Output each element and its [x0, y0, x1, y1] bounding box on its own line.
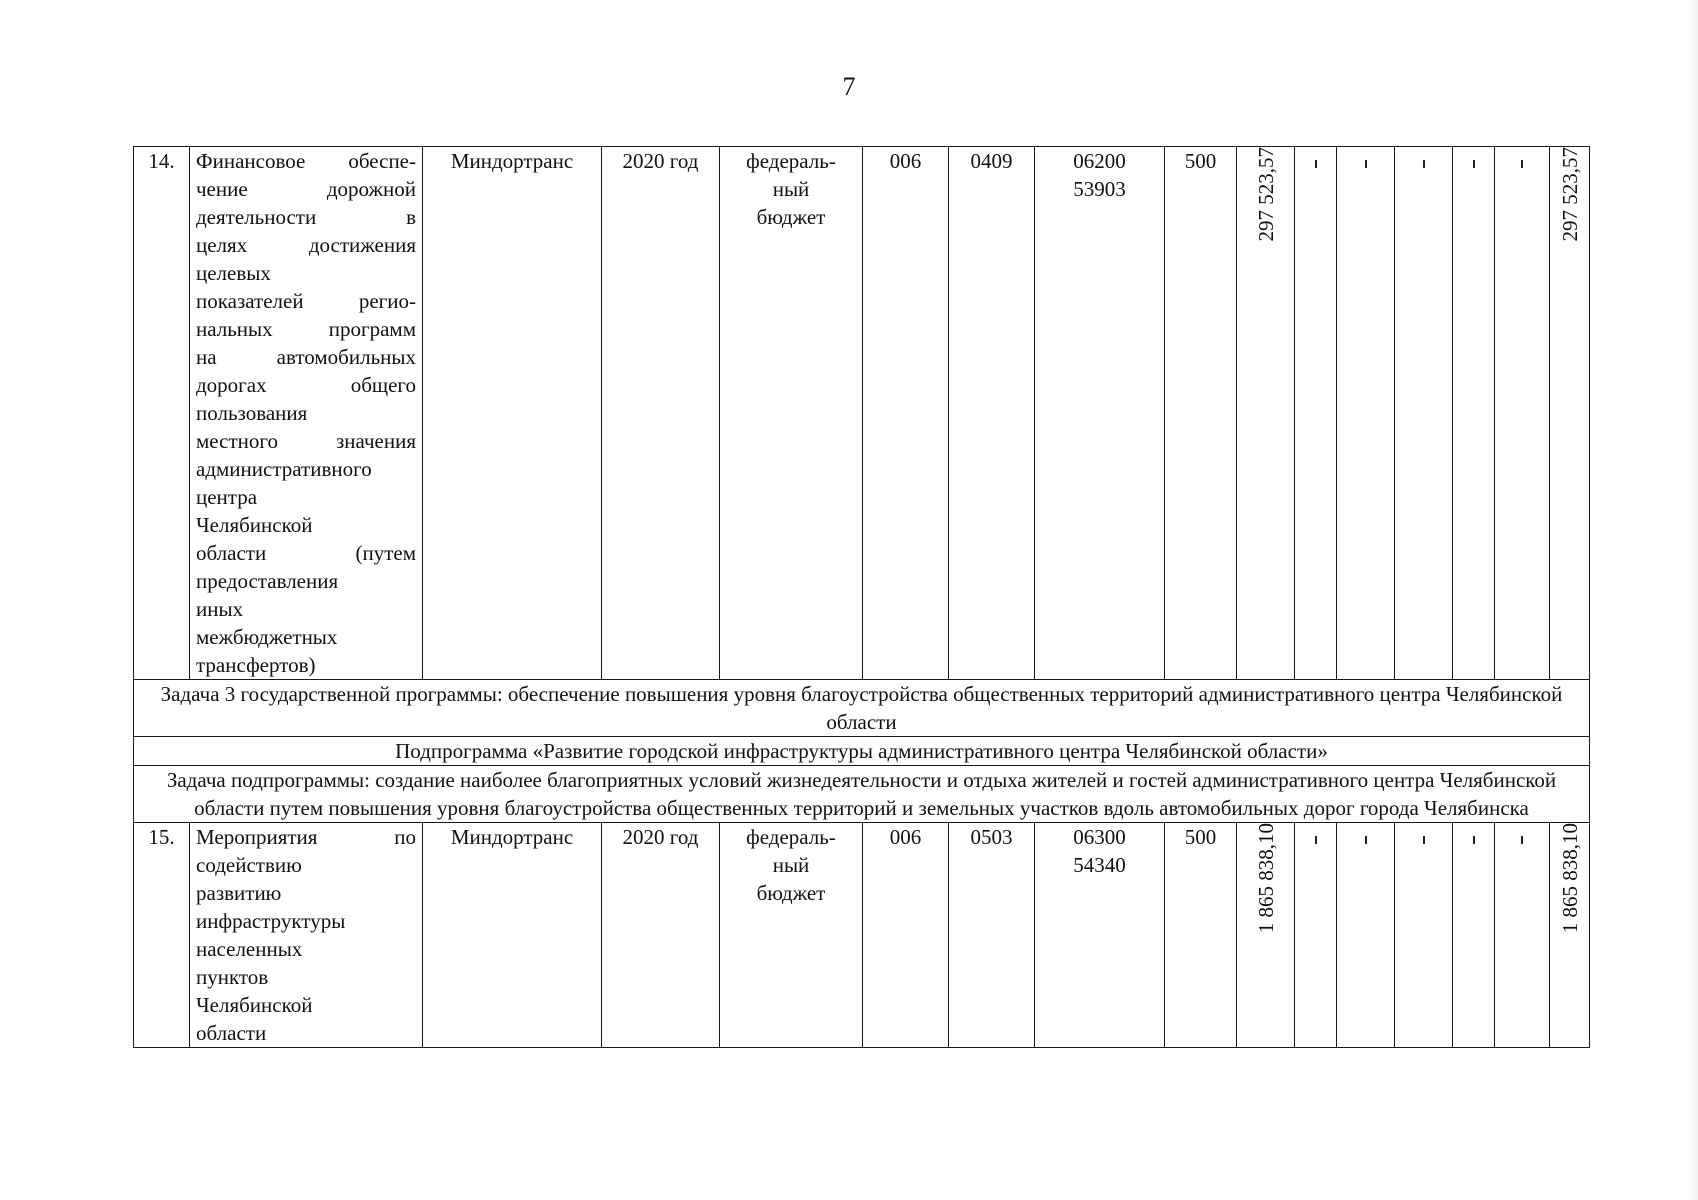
dash-mark	[1315, 160, 1317, 168]
amount-dash	[1453, 147, 1495, 680]
dash-mark	[1521, 160, 1523, 168]
dash-mark	[1473, 160, 1475, 168]
dash-mark	[1521, 836, 1523, 844]
code-target-article: 06300 54340	[1035, 823, 1165, 1048]
budget-source: федераль- ный бюджет	[720, 147, 863, 680]
budget-table	[133, 146, 1590, 1048]
executor: Миндортранс	[423, 147, 602, 680]
measure-description: Мероприятия по содействию развитию инфраструктуры населенных пунктов Челябинской области	[190, 823, 423, 1048]
table-row-15	[134, 823, 1590, 1048]
amount-total: 297 523,57	[1550, 147, 1590, 680]
dash-mark	[1365, 836, 1367, 844]
row-number: 14.	[134, 147, 190, 680]
amount-2020: 1 865 838,10	[1237, 823, 1295, 1048]
dash-mark	[1423, 836, 1425, 844]
code-section: 0409	[949, 147, 1035, 680]
amount-dash	[1295, 823, 1337, 1048]
code-target-article: 06200 53903	[1035, 147, 1165, 680]
dash-mark	[1473, 836, 1475, 844]
amount-dash	[1295, 147, 1337, 680]
year: 2020 год	[602, 823, 720, 1048]
year: 2020 год	[602, 147, 720, 680]
row-number: 15.	[134, 823, 190, 1048]
budget-source: федераль- ный бюджет	[720, 823, 863, 1048]
measure-description: Финансовое обеспе- чение дорожной деятельности в целях достижения целевых показателей регио- нальных программ на автомобильных дорогах общего пользования местного значения административного центра Челябинской области (путем предоставления иных межбюджетных трансфертов)	[190, 147, 423, 680]
code-expense-type: 500	[1165, 147, 1237, 680]
subtask-row	[134, 766, 1590, 823]
dash-mark	[1423, 160, 1425, 168]
amount-dash	[1495, 823, 1550, 1048]
subprogram-row	[134, 737, 1590, 766]
amount-dash	[1395, 147, 1453, 680]
task3-text: Задача 3 государственной программы: обеспечение повышения уровня благоустройства общественных территорий административного центра Челябинской области	[134, 680, 1590, 737]
code-department: 006	[863, 823, 949, 1048]
task3-row	[134, 680, 1590, 737]
amount-dash	[1395, 823, 1453, 1048]
scan-edge-shadow	[1688, 0, 1698, 1200]
amount-2020: 297 523,57	[1237, 147, 1295, 680]
amount-dash	[1337, 823, 1395, 1048]
subtask-text: Задача подпрограммы: создание наиболее благоприятных условий жизнедеятельности и отдыха жителей и гостей административного центра Челябинской области путем повышения уровня благоустройства общественных территорий и земельных участков вдоль автомобильных дорог города Челябинска	[134, 766, 1590, 823]
code-expense-type: 500	[1165, 823, 1237, 1048]
subprogram-text: Подпрограмма «Развитие городской инфраструктуры административного центра Челябинской области»	[134, 737, 1590, 766]
dash-mark	[1315, 836, 1317, 844]
code-section: 0503	[949, 823, 1035, 1048]
amount-dash	[1337, 147, 1395, 680]
table-row-14	[134, 147, 1590, 680]
executor: Миндортранс	[423, 823, 602, 1048]
amount-total: 1 865 838,10	[1550, 823, 1590, 1048]
page-number: 7	[842, 72, 856, 101]
dash-mark	[1365, 160, 1367, 168]
code-department: 006	[863, 147, 949, 680]
amount-dash	[1453, 823, 1495, 1048]
amount-dash	[1495, 147, 1550, 680]
